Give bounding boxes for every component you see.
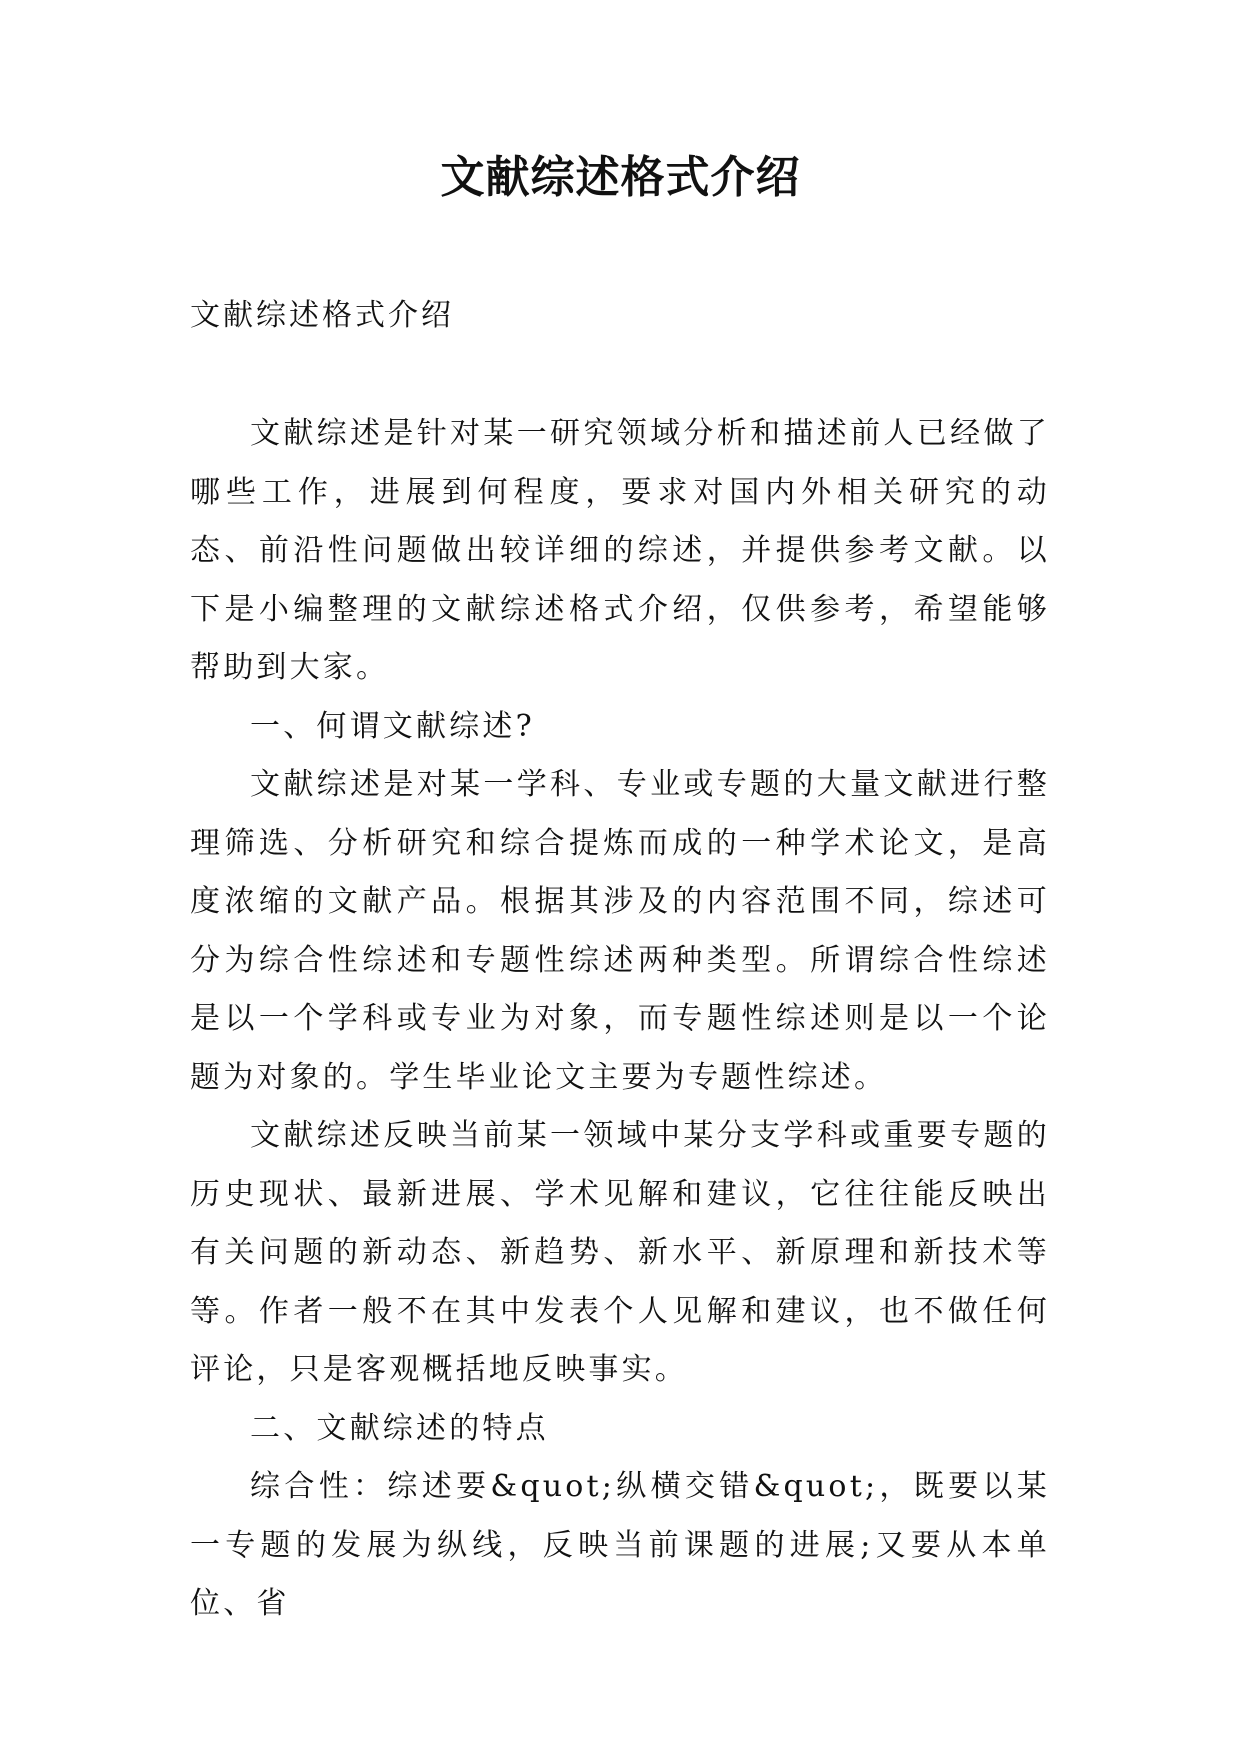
document-body (190, 405, 1050, 1634)
document-title: 文献综述格式介绍 (440, 152, 801, 203)
paragraph-comprehensive: 综合性：综述要&quot;纵横交错&quot;，既要以某一专题的发展为纵线，反映当前课题的进展;又要从本单位、省 (190, 1469, 1050, 1621)
paragraph-reflection: 文献综述反映当前某一领域中某分支学科或重要专题的历史现状、最新进展、学术见解和建议，它往往能反映出有关问题的新动态、新趋势、新水平、新原理和新技术等等。作者一般不在其中发表个人见解和建议，也不做任何评论，只是客观概括地反映事实。 (190, 1118, 1050, 1387)
paragraph-definition: 文献综述是对某一学科、专业或专题的大量文献进行整理筛选、分析研究和综合提炼而成的一种学术论文，是高度浓缩的文献产品。根据其涉及的内容范围不同，综述可分为综合性综述和专题性综述两种类型。所谓综合性综述是以一个学科或专业为对象，而专题性综述则是以一个论题为对象的。学生毕业论文主要为专题性综述。 (190, 767, 1050, 1095)
paragraph-intro: 文献综述是针对某一研究领域分析和描述前人已经做了哪些工作，进展到何程度，要求对国内外相关研究的动态、前沿性问题做出较详细的综述，并提供参考文献。以下是小编整理的文献综述格式介绍，仅供参考，希望能够帮助到大家。 (190, 416, 1050, 685)
section-heading-2: 二、文献综述的特点 (250, 1410, 549, 1446)
document-subtitle: 文献综述格式介绍 (190, 298, 454, 333)
section-heading-1: 一、何谓文献综述? (250, 708, 535, 744)
